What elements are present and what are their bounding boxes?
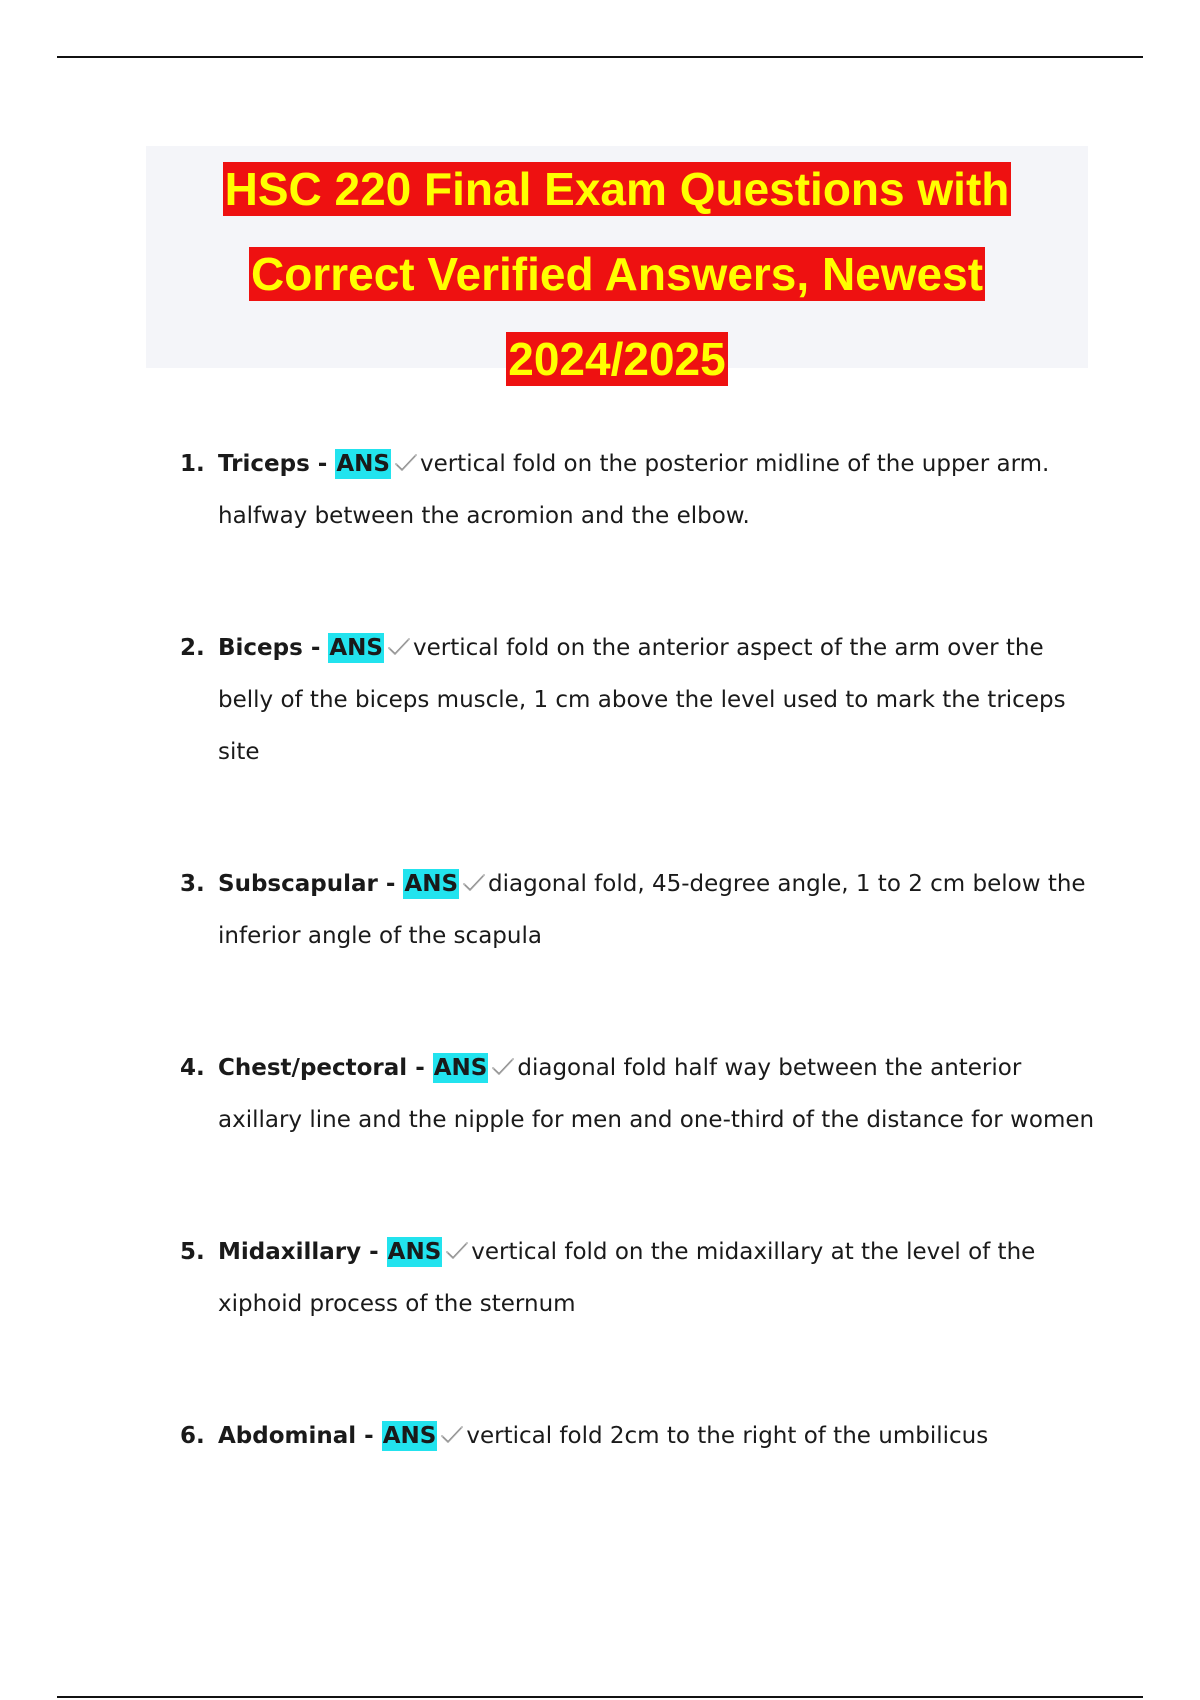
checkmark-icon bbox=[461, 872, 487, 894]
list-item bbox=[180, 1226, 1100, 1330]
item-answer: vertical fold on the anterior aspect of the arm over the belly of the biceps muscle, 1 cm above the level used to mark the triceps site bbox=[218, 635, 1066, 765]
checkmark-icon bbox=[444, 1240, 470, 1262]
item-separator: - bbox=[356, 1423, 382, 1449]
item-number: 3. bbox=[180, 871, 205, 897]
item-answer: vertical fold on the posterior midline of the upper arm. halfway between the acromion and the elbow. bbox=[218, 451, 1050, 529]
item-number: 2. bbox=[180, 635, 205, 661]
ans-label: ANS bbox=[329, 635, 383, 661]
item-separator: - bbox=[309, 451, 336, 477]
ans-label: ANS bbox=[336, 451, 390, 477]
ans-label: ANS bbox=[387, 1239, 442, 1265]
list-item bbox=[180, 858, 1100, 962]
item-term: Triceps bbox=[218, 451, 310, 477]
item-term: Biceps bbox=[218, 635, 303, 661]
title-line-3: 2024/2025 bbox=[508, 332, 726, 385]
item-number: 4. bbox=[180, 1055, 205, 1081]
checkmark-icon bbox=[393, 452, 419, 474]
item-answer: diagonal fold half way between the anterior axillary line and the nipple for men and one-third of the distance for women bbox=[218, 1055, 1095, 1133]
list-item bbox=[180, 438, 1100, 542]
item-separator: - bbox=[302, 635, 329, 661]
item-answer: vertical fold on the midaxillary at the level of the xiphoid process of the sternum bbox=[218, 1239, 1036, 1317]
list-item bbox=[180, 1410, 1100, 1462]
item-number: 1. bbox=[180, 451, 205, 477]
ans-label: ANS bbox=[433, 1055, 488, 1081]
header-rule bbox=[57, 56, 1143, 58]
item-number: 5. bbox=[180, 1239, 205, 1265]
title-line-2: Correct Verified Answers, Newest bbox=[250, 247, 984, 300]
checkmark-icon bbox=[386, 636, 412, 658]
item-term: Midaxillary bbox=[218, 1239, 362, 1265]
item-term: Subscapular bbox=[218, 871, 378, 897]
item-separator: - bbox=[377, 871, 404, 897]
checkmark-icon bbox=[439, 1424, 465, 1446]
item-separator: - bbox=[361, 1239, 387, 1265]
footer-rule bbox=[57, 1696, 1143, 1698]
item-number: 6. bbox=[180, 1423, 205, 1449]
item-term: Abdominal bbox=[218, 1423, 357, 1449]
ans-label: ANS bbox=[382, 1423, 437, 1449]
list-item bbox=[180, 1042, 1100, 1146]
title-line-1: HSC 220 Final Exam Questions with bbox=[224, 162, 1010, 215]
item-term: Chest/pectoral bbox=[218, 1055, 408, 1081]
item-answer: vertical fold 2cm to the right of the umbilicus bbox=[466, 1423, 989, 1449]
item-separator: - bbox=[407, 1055, 433, 1081]
question-list bbox=[180, 438, 1100, 1462]
checkmark-icon bbox=[490, 1056, 516, 1078]
document-title bbox=[146, 146, 1088, 385]
list-item bbox=[180, 622, 1100, 778]
ans-label: ANS bbox=[404, 871, 459, 897]
item-answer: diagonal fold, 45-degree angle, 1 to 2 cm below the inferior angle of the scapula bbox=[218, 871, 1086, 949]
